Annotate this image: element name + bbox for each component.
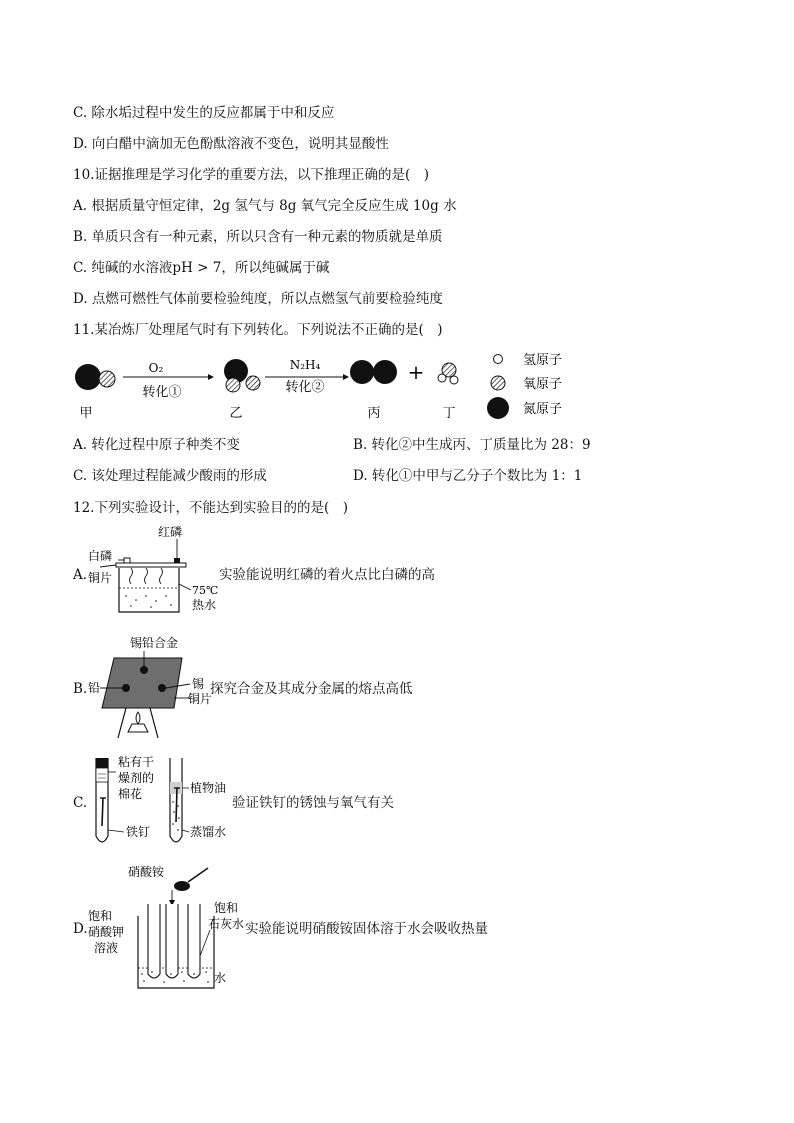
exp-b-desc: 探究合金及其成分金属的熔点高低 <box>210 681 413 697</box>
exp-d-letter: D. <box>73 921 88 937</box>
exp-a-desc: 实验能说明红磷的着火点比白磷的高 <box>219 567 435 583</box>
exp-b-label-alloy: 锡铅合金 <box>130 636 179 650</box>
exp-b-label-tin: 锡 <box>192 677 205 691</box>
option-a-q11: A. 转化过程中原子种类不变 <box>73 437 240 453</box>
name-bing: 丙 <box>367 406 381 421</box>
molecule-bing <box>350 360 397 384</box>
exp-c-letter: C. <box>73 795 88 811</box>
exp-a-label-white-p: 白磷 <box>88 549 113 563</box>
exp-c-label-oil: 植物油 <box>190 781 227 795</box>
oxygen-legend-icon <box>491 376 505 390</box>
name-yi: 乙 <box>229 406 243 421</box>
molecule-jia <box>75 364 115 390</box>
option-c-q11: C. 该处理过程能减少酸雨的形成 <box>73 468 267 484</box>
exp-c-label-3: 棉花 <box>118 787 143 801</box>
option-d-q11: D. 转化①中甲与乙分子个数比为 1：1 <box>353 468 583 484</box>
exp-d-label-solution: 溶液 <box>94 941 119 955</box>
exp-c-label-1: 粘有干 <box>118 755 155 769</box>
option-a-q10: A. 根据质量守恒定律，2g 氢气与 8g 氧气完全反应生成 10g 水 <box>73 198 457 214</box>
legend <box>487 353 562 419</box>
option-c-q10: C. 纯碱的水溶液pH > 7，所以纯碱属于碱 <box>73 260 330 276</box>
legend-oxygen: 氧原子 <box>523 377 563 392</box>
exp-b-label-copper: 铜片 <box>188 692 213 706</box>
exp-d-figure <box>84 860 249 995</box>
nitrogen-legend-icon <box>487 397 509 419</box>
option-b-q10: B. 单质只含有一种元素，所以只含有一种元素的物质就是单质 <box>73 229 443 245</box>
exp-d-label-nh4no3: 硝酸铵 <box>128 865 165 879</box>
exp-a-label-copper: 铜片 <box>88 571 113 585</box>
option-d-q9: D. 向白醋中滴加无色酚酞溶液不变色，说明其显酸性 <box>73 136 389 152</box>
exp-a-label-red-p: 红磷 <box>158 525 183 539</box>
step-1-label: 转化① <box>142 385 182 400</box>
option-d-q10: D. 点燃可燃性气体前要检验纯度，所以点燃氢气前要检验纯度 <box>73 291 443 307</box>
legend-hydrogen: 氢原子 <box>523 353 563 368</box>
name-jia: 甲 <box>79 406 93 421</box>
exp-a-label-temp: 75℃ <box>192 584 219 597</box>
question-12: 12.下列实验设计，不能达到实验目的的是( ) <box>73 500 349 516</box>
exp-d-label-limewater: 石灰水 <box>208 917 245 931</box>
legend-nitrogen: 氮原子 <box>523 402 563 417</box>
exp-c-label-water: 蒸馏水 <box>190 825 227 839</box>
exp-c-figure <box>86 752 236 852</box>
reagent-o2: O₂ <box>148 361 164 375</box>
reagent-n2h4: N₂H₄ <box>289 358 321 372</box>
exp-a-letter: A. <box>73 567 88 583</box>
exp-d-label-kno3: 硝酸钾 <box>88 925 125 939</box>
exp-c-label-2: 燥剂的 <box>118 771 155 785</box>
exp-d-label-sat1: 饱和 <box>88 909 113 923</box>
exp-b-label-lead: 铅 <box>88 681 101 695</box>
plus-sign: + <box>407 360 425 384</box>
question-10: 10.证据推理是学习化学的重要方法，以下推理正确的是( ) <box>73 167 430 183</box>
option-c-q9: C. 除水垢过程中发生的反应都属于中和反应 <box>73 105 335 121</box>
molecule-yi <box>224 359 260 392</box>
reaction-diagram <box>60 345 620 425</box>
option-b-q11: B. 转化②中生成丙、丁质量比为 28：9 <box>353 437 591 453</box>
exp-d-desc: 实验能说明硝酸铵固体溶于水会吸收热量 <box>245 921 488 937</box>
exp-a-label-hot-water: 热水 <box>192 598 217 612</box>
hydrogen-legend-icon <box>494 355 503 364</box>
question-11: 11.某冶炼厂处理尾气时有下列转化。下列说法不正确的是( ) <box>73 322 443 338</box>
exp-b-figure <box>86 632 216 740</box>
exp-d-label-water: 水 <box>214 971 227 985</box>
exp-d-label-sat2: 饱和 <box>214 901 239 915</box>
exp-c-desc: 验证铁钉的锈蚀与氧气有关 <box>232 795 394 811</box>
name-ding: 丁 <box>442 406 456 421</box>
molecule-ding <box>438 363 458 384</box>
step-2-label: 转化② <box>285 380 325 395</box>
exp-a-figure <box>86 524 226 616</box>
exp-b-letter: B. <box>73 681 88 697</box>
exp-c-label-nail: 铁钉 <box>126 825 151 839</box>
